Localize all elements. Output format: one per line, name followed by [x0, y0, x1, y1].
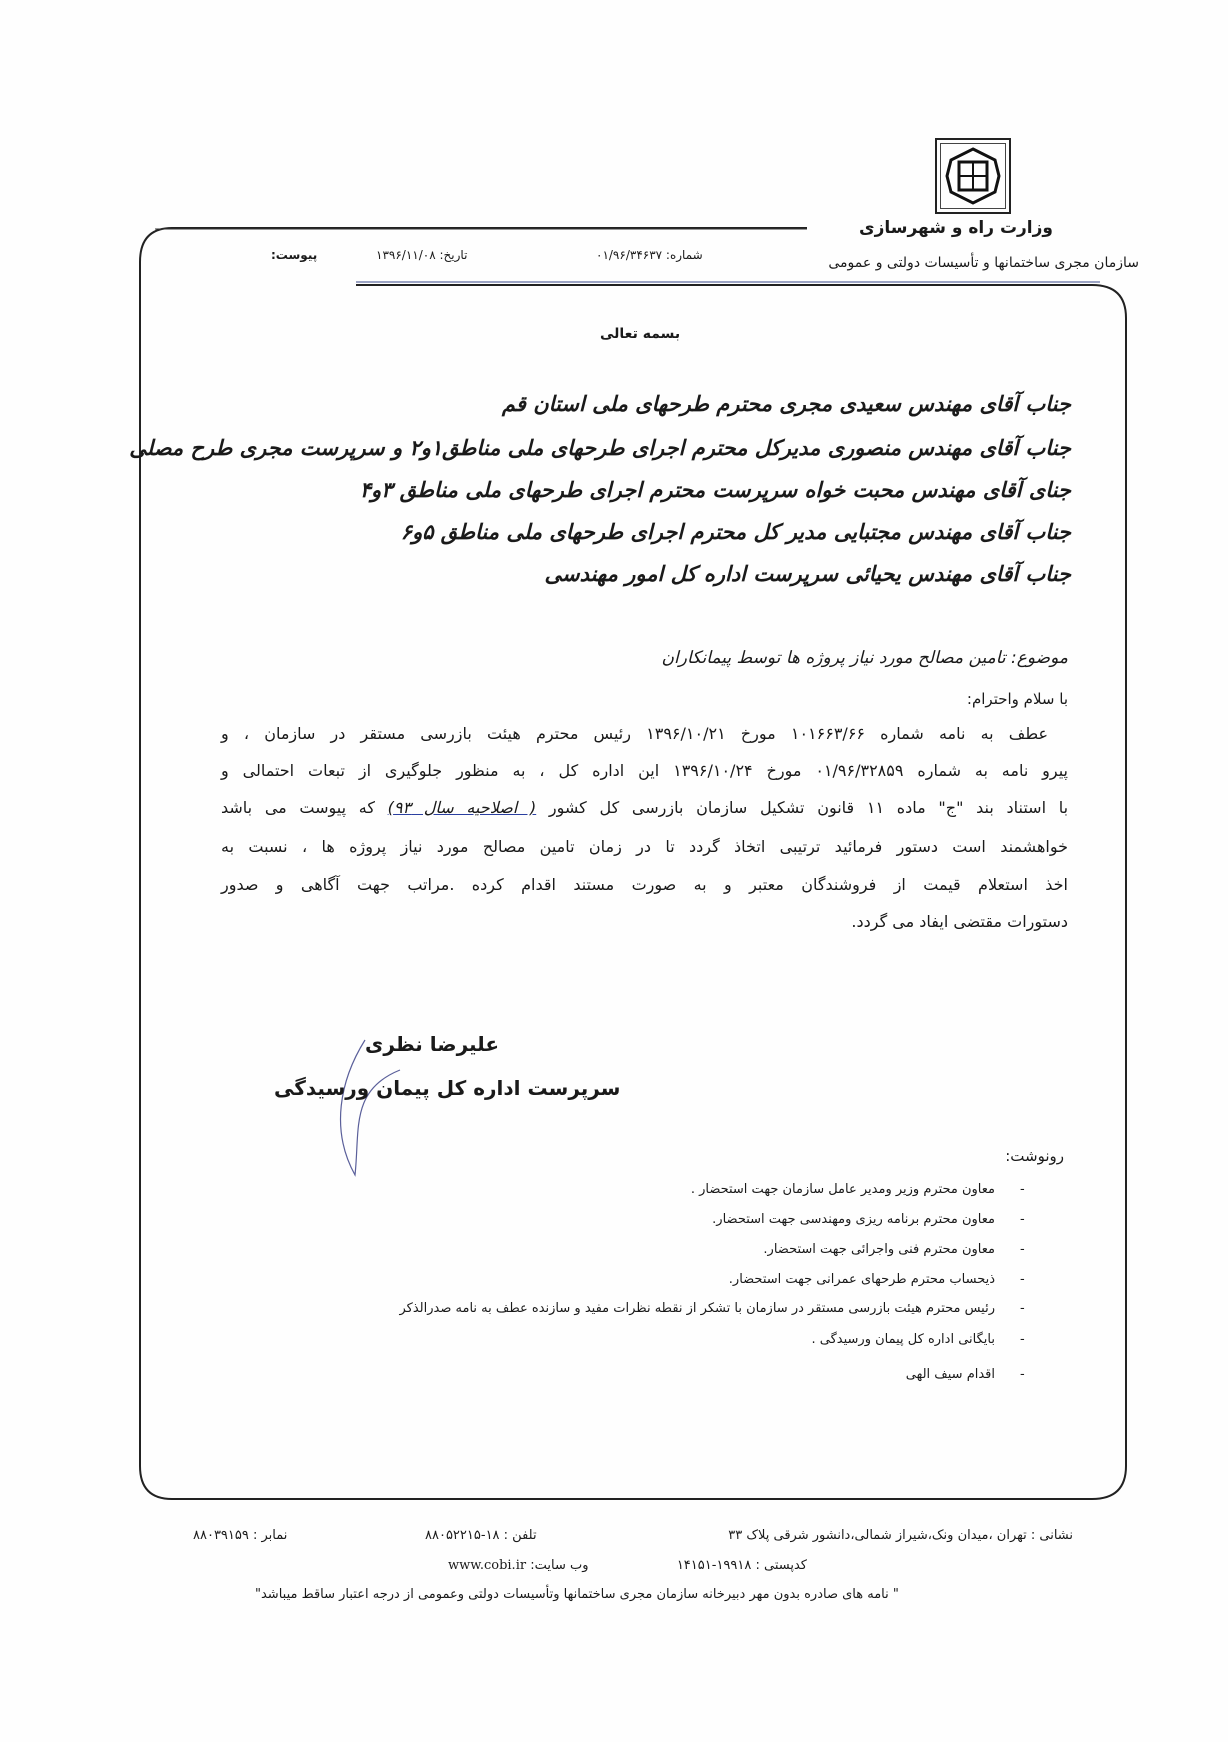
addressee-5: جناب آقای مهندس یحیائی سرپرست اداره کل امور مهندسی — [544, 562, 1071, 586]
website-label: وب سایت: — [530, 1558, 589, 1573]
subject: موضوع: تامین مصالح مورد نیاز پروژه ها توسط پیمانکاران — [661, 648, 1068, 668]
cc-item-2: معاون محترم برنامه ریزی ومهندسی جهت استحضار. — [712, 1212, 995, 1227]
cc-bullet: - — [1020, 1272, 1025, 1287]
website-link[interactable]: www.cobi.ir — [448, 1558, 527, 1573]
body-line-1: عطف به نامه شماره ۱۰۱۶۶۳/۶۶ مورخ ۱۳۹۶/۱۰/۲۱ رئیس محترم هیئت بازرسی مستقر در سازمان ، و — [221, 724, 1048, 743]
cc-item-1: معاون محترم وزیر ومدیر عامل سازمان جهت استحضار . — [690, 1182, 995, 1197]
body-line-3-c: که پیوست می باشد — [221, 798, 375, 817]
signature-scribble — [341, 1040, 400, 1175]
addressee-3: جنای آقای مهندس محبت خواه سرپرست محترم اجرای طرحهای ملی مناطق ۳و۴ — [359, 478, 1071, 502]
addressee-4: جناب آقای مهندس مجتبایی مدیر کل محترم اجرای طرحهای ملی مناطق ۵و۶ — [400, 520, 1071, 544]
date-label: تاریخ: — [439, 248, 468, 262]
addressee-1: جناب آقای مهندس سعیدی مجری محترم طرحهای ملی استان قم — [501, 392, 1071, 416]
ministry-logo — [935, 138, 1011, 214]
body-line-4: خواهشمند است دستور فرمائید ترتیبی اتخاذ گردد تا در زمان تامین مصالح مورد نیاز پروژه ها ، نسبت به — [221, 837, 1068, 856]
footer-phone: تلفن : ۱۸-۸۸۰۵۲۲۱۵ — [425, 1528, 537, 1543]
signatory-name: علیرضا نظری — [365, 1032, 499, 1056]
body-line-5: اخذ استعلام قیمت از فروشندگان معتبر و به صورت مستند اقدام کرده .مراتب جهت آگاهی و صدور — [221, 875, 1068, 894]
footer-fax: نمابر : ۸۸۰۳۹۱۵۹ — [193, 1528, 288, 1543]
footer-postal-code: کدپستی : ۱۹۹۱۸-۱۴۱۵۱ — [676, 1558, 807, 1573]
footer-notice: " نامه های صادره بدون مهر دبیرخانه سازمان مجری ساختمانها وتأسیسات دولتی وعمومی از درجه اعتبار ساقط میباشد" — [255, 1587, 899, 1602]
amendment-reference: ( اصلاحیه سال ۹۳) — [387, 798, 537, 817]
cc-item-6: بایگانی اداره کل پیمان ورسیدگی . — [811, 1332, 995, 1347]
invocation: بسمه تعالی — [600, 326, 681, 342]
greeting: با سلام واحترام: — [966, 690, 1068, 708]
body-line-6: دستورات مقتضی ایفاد می گردد. — [851, 912, 1068, 931]
cc-label: رونوشت: — [1005, 1147, 1064, 1165]
cc-bullet: - — [1020, 1301, 1025, 1316]
footer-address: نشانی : تهران ،میدان ونک،شیراز شمالی،دانشور شرقی پلاک ۳۳ — [728, 1528, 1073, 1543]
cc-bullet: - — [1020, 1367, 1025, 1382]
number-label: شماره: — [665, 248, 703, 262]
ministry-name: وزارت راه و شهرسازی — [858, 218, 1053, 238]
footer-website — [448, 1558, 588, 1573]
body-line-3-a: با استناد بند "ج" ماده ۱۱ قانون تشکیل سازمان بازرسی کل کشور — [548, 798, 1069, 817]
number-value: ۰۱/۹۶/۳۴۶۳۷ — [596, 248, 663, 262]
body-line-2: پیرو نامه به شماره ۰۱/۹۶/۳۲۸۵۹ مورخ ۱۳۹۶/۱۰/۲۴ این اداره کل ، به منظور جلوگیری از تبعات احتمالی و — [221, 761, 1069, 780]
addressee-2: جناب آقای مهندس منصوری مدیرکل محترم اجرای طرحهای ملی مناطق۱و۲ و سرپرست مجری طرح مصلی — [129, 436, 1071, 460]
organization-name: سازمان مجری ساختمانها و تأسیسات دولتی و عمومی — [828, 255, 1139, 271]
cc-bullet: - — [1020, 1182, 1025, 1197]
signatory-title: سرپرست اداره کل پیمان ورسیدگی — [274, 1076, 621, 1100]
letter-number — [596, 248, 703, 262]
cc-bullet: - — [1020, 1212, 1025, 1227]
cc-item-4: ذیحساب محترم طرحهای عمرانی جهت استحضار. — [728, 1272, 995, 1287]
cc-item-3: معاون محترم فنی واجرائی جهت استحضار. — [763, 1242, 995, 1257]
body-line-3 — [221, 798, 1068, 817]
cc-bullet: - — [1020, 1332, 1025, 1347]
date-value: ۱۳۹۶/۱۱/۰۸ — [376, 248, 436, 262]
cc-bullet: - — [1020, 1242, 1025, 1257]
letter-date — [376, 248, 467, 262]
cc-item-7: اقدام سیف الهی — [905, 1367, 995, 1382]
cc-item-5: رئیس محترم هیئت بازرسی مستقر در سازمان با تشکر از نقطه نظرات مفید و سازنده عطف به نامه صدرالذکر — [399, 1301, 995, 1316]
attachment-label: پیوست: — [271, 248, 318, 262]
